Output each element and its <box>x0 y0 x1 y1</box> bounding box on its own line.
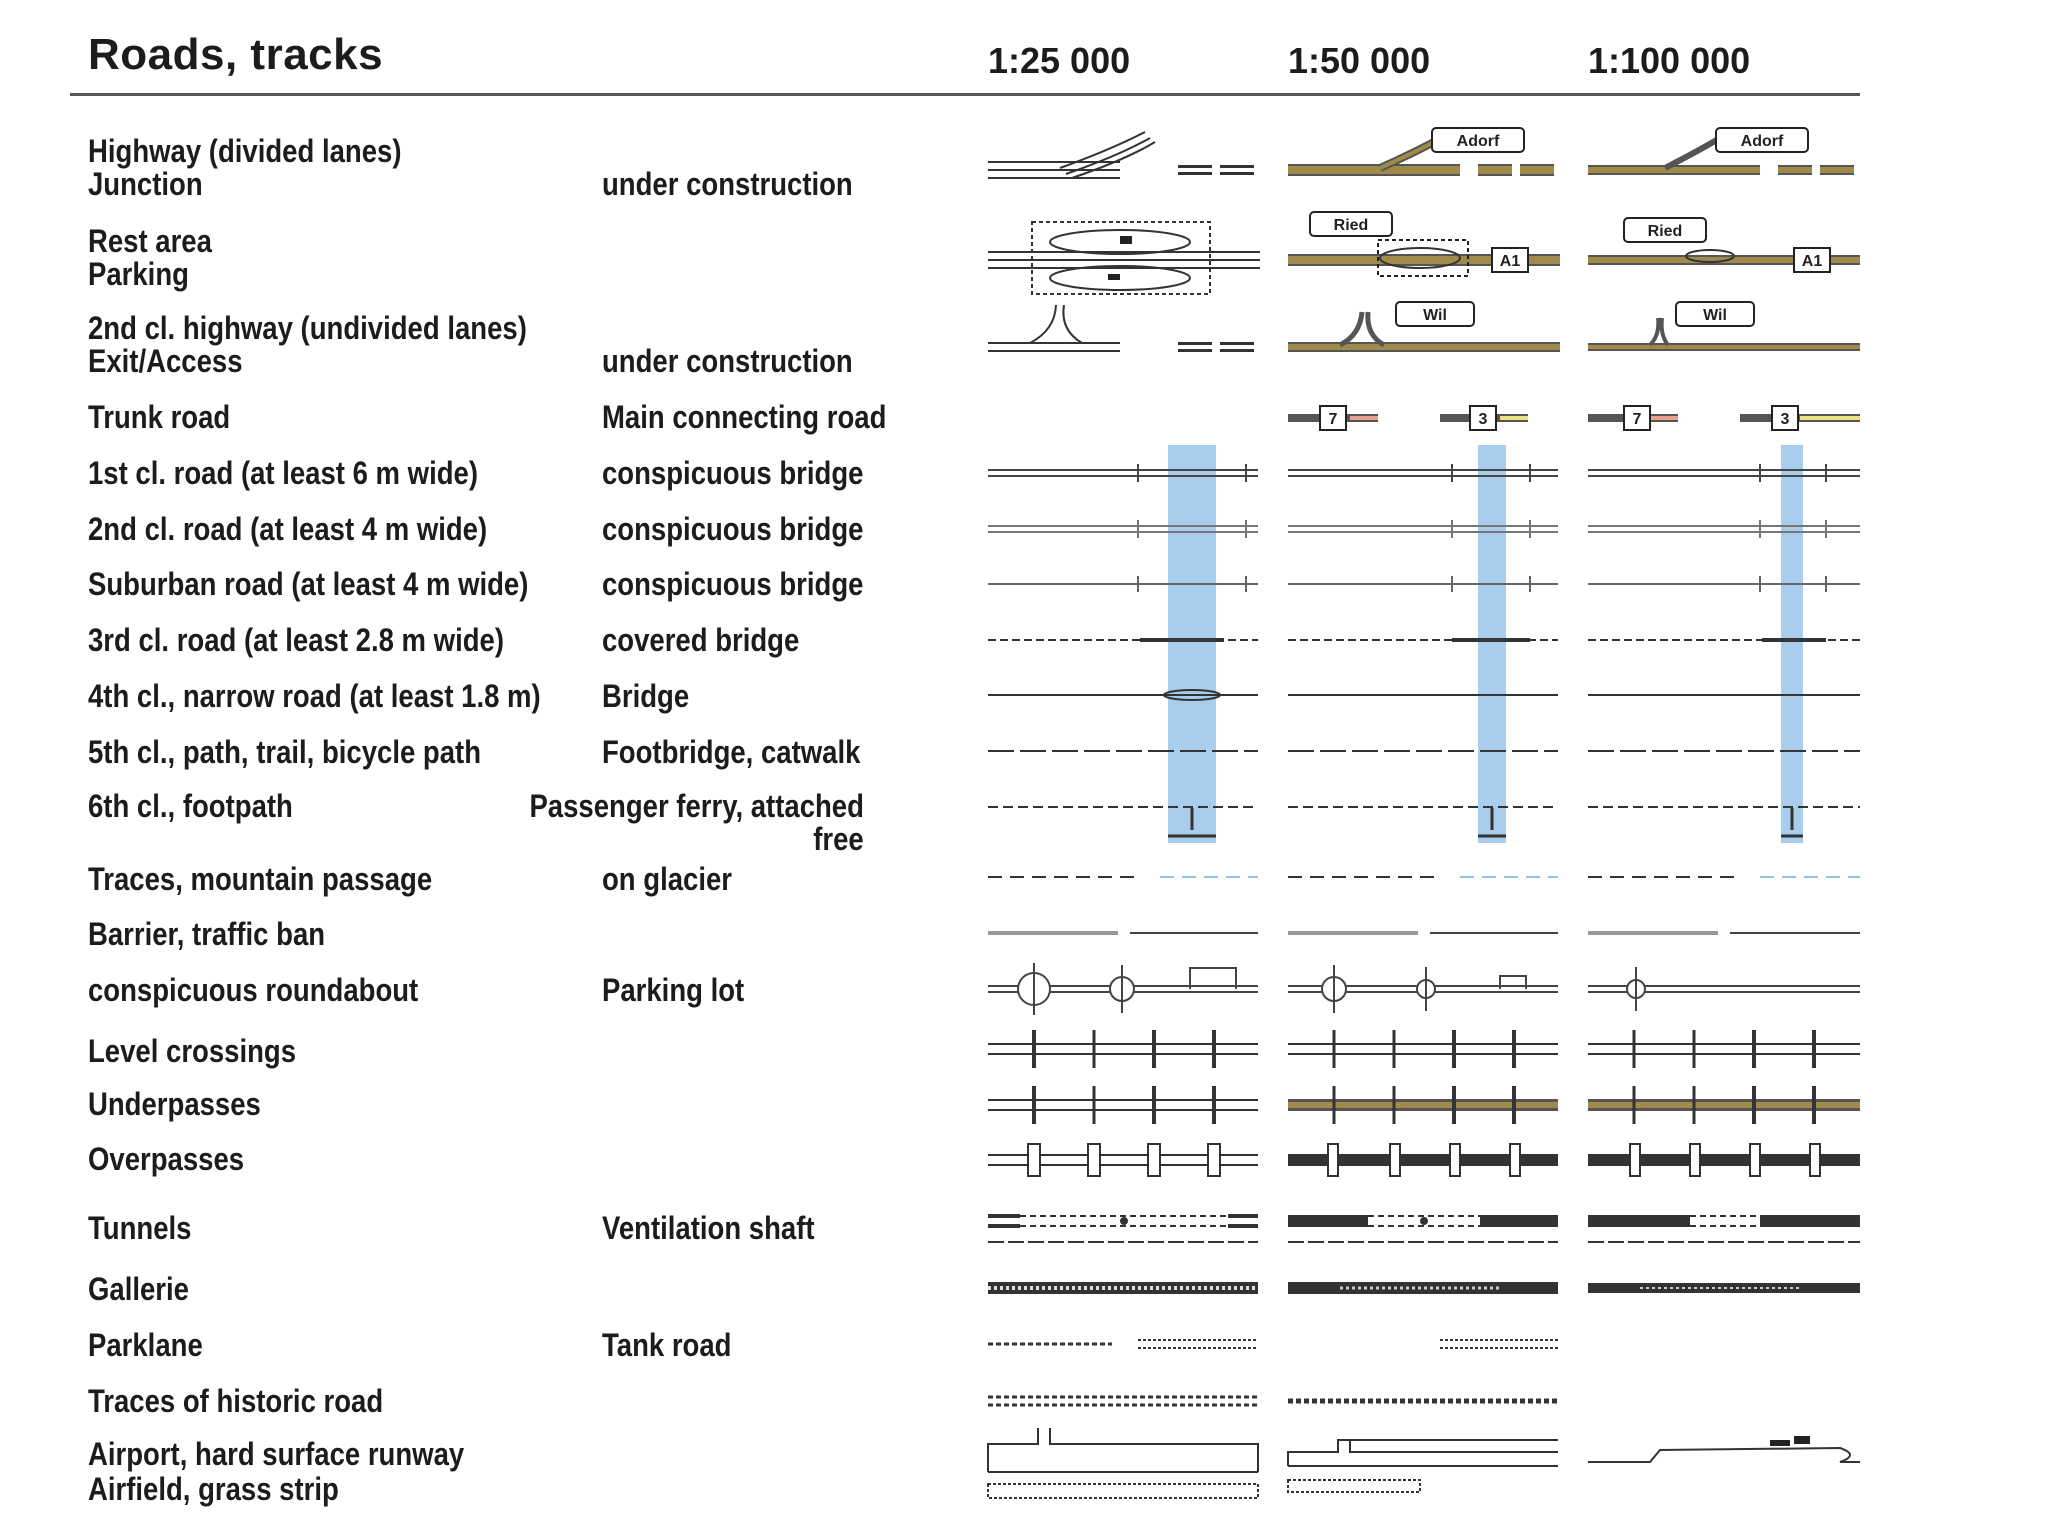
label-gallerie: Gallerie <box>88 1271 189 1307</box>
label-bridge-1: conspicuous bridge <box>602 455 864 491</box>
label-ventilation-shaft: Ventilation shaft <box>602 1210 815 1246</box>
symbol-overpasses <box>988 1144 1860 1176</box>
sign-wil-50k: Wil <box>1423 307 1447 324</box>
label-4th-road: 4th cl., narrow road (at least 1.8 m) <box>88 678 541 714</box>
symbol-roundabout <box>988 963 1860 1015</box>
label-highway-construction: under construction <box>602 166 853 202</box>
water-channel-25k <box>1168 445 1216 843</box>
label-trunk-road: Trunk road <box>88 399 231 435</box>
symbol-highway-100k <box>1588 128 1860 170</box>
sign-trunk-7-50k: 7 <box>1328 411 1338 428</box>
symbol-2nd-highway-50k <box>1288 302 1560 347</box>
sign-adorf-100k: Adorf <box>1740 133 1784 150</box>
label-5th-path: 5th cl., path, trail, bicycle path <box>88 734 482 770</box>
label-roundabout: conspicuous roundabout <box>88 972 419 1008</box>
label-2nd-highway-construction: under construction <box>602 343 853 379</box>
label-airport: Airport, hard surface runway <box>88 1436 465 1472</box>
symbol-tunnels <box>988 1216 1860 1242</box>
sign-adorf-50k: Adorf <box>1456 133 1500 150</box>
label-1st-road: 1st cl. road (at least 6 m wide) <box>88 455 478 491</box>
label-glacier: on glacier <box>602 861 732 897</box>
label-bridge: Bridge <box>602 678 690 714</box>
sign-ried-100k: Ried <box>1647 223 1683 240</box>
symbol-parklane <box>988 1340 1560 1348</box>
symbol-historic-road <box>988 1397 1558 1405</box>
water-channels <box>1168 445 1803 843</box>
label-underpasses: Underpasses <box>88 1086 261 1122</box>
label-bridge-3: conspicuous bridge <box>602 566 864 602</box>
water-channel-50k <box>1478 445 1506 843</box>
label-highway: Highway (divided lanes) <box>88 133 402 169</box>
symbol-airport <box>988 1428 1860 1498</box>
label-level-crossings: Level crossings <box>88 1033 297 1069</box>
symbol-highway-50k <box>1288 128 1560 170</box>
sign-a1-100k: A1 <box>1801 253 1823 270</box>
label-overpasses: Overpasses <box>88 1141 245 1177</box>
sign-main-3-50k: 3 <box>1478 411 1488 428</box>
symbol-trunk-50k <box>1288 406 1528 430</box>
symbol-2nd-highway-100k <box>1588 302 1860 347</box>
label-historic-road: Traces of historic road <box>88 1383 384 1419</box>
label-3rd-road: 3rd cl. road (at least 2.8 m wide) <box>88 622 504 658</box>
label-main-road: Main connecting road <box>602 399 887 435</box>
symbol-2nd-road <box>988 520 1860 538</box>
symbol-6th-footpath <box>988 807 1860 836</box>
water-channel-100k <box>1781 445 1803 843</box>
label-bridge-2: conspicuous bridge <box>602 511 864 547</box>
label-suburban-road: Suburban road (at least 4 m wide) <box>88 566 529 602</box>
symbol-level-crossings <box>988 1030 1860 1068</box>
scale-1-100000: 1:100 000 <box>1588 40 1751 81</box>
sign-trunk-7-100k: 7 <box>1632 411 1642 428</box>
symbol-highway-25k <box>988 132 1258 178</box>
symbol-rest-area-50k <box>1288 212 1560 276</box>
symbol-trunk-100k <box>1588 406 1860 430</box>
label-tunnels: Tunnels <box>88 1210 192 1246</box>
label-tank-road: Tank road <box>602 1327 732 1363</box>
symbol-1st-road <box>988 464 1860 482</box>
label-2nd-highway: 2nd cl. highway (undivided lanes) <box>88 310 527 346</box>
sign-wil-100k: Wil <box>1703 307 1727 324</box>
scale-1-25000: 1:25 000 <box>988 40 1131 81</box>
label-footbridge: Footbridge, catwalk <box>602 734 861 770</box>
symbol-underpasses <box>988 1086 1860 1124</box>
label-junction: Junction <box>88 166 203 202</box>
label-airfield: Airfield, grass strip <box>88 1471 339 1507</box>
label-parking-lot: Parking lot <box>602 972 745 1008</box>
label-ferry-free: free <box>813 821 864 857</box>
symbol-rest-area-100k <box>1588 218 1860 272</box>
label-exit: Exit/Access <box>88 343 243 379</box>
label-rest-area: Rest area <box>88 223 212 259</box>
label-ferry-attached: Passenger ferry, attached <box>529 788 864 824</box>
symbol-suburban-road <box>988 576 1860 592</box>
symbol-4th-road <box>988 690 1860 700</box>
label-6th-footpath: 6th cl., footpath <box>88 788 293 824</box>
legend-title: Roads, tracks <box>88 30 384 79</box>
label-2nd-road: 2nd cl. road (at least 4 m wide) <box>88 511 488 547</box>
sign-a1-50k: A1 <box>1499 253 1521 270</box>
sign-ried-50k: Ried <box>1333 217 1369 234</box>
sign-main-3-100k: 3 <box>1780 411 1790 428</box>
label-traces: Traces, mountain passage <box>88 861 433 897</box>
label-parklane: Parklane <box>88 1327 203 1363</box>
symbol-rest-area-25k <box>988 222 1260 294</box>
label-covered-bridge: covered bridge <box>602 622 800 658</box>
symbol-2nd-highway-25k <box>988 305 1258 351</box>
scale-1-50000: 1:50 000 <box>1288 40 1431 81</box>
label-barrier: Barrier, traffic ban <box>88 916 326 952</box>
label-parking: Parking <box>88 256 189 292</box>
